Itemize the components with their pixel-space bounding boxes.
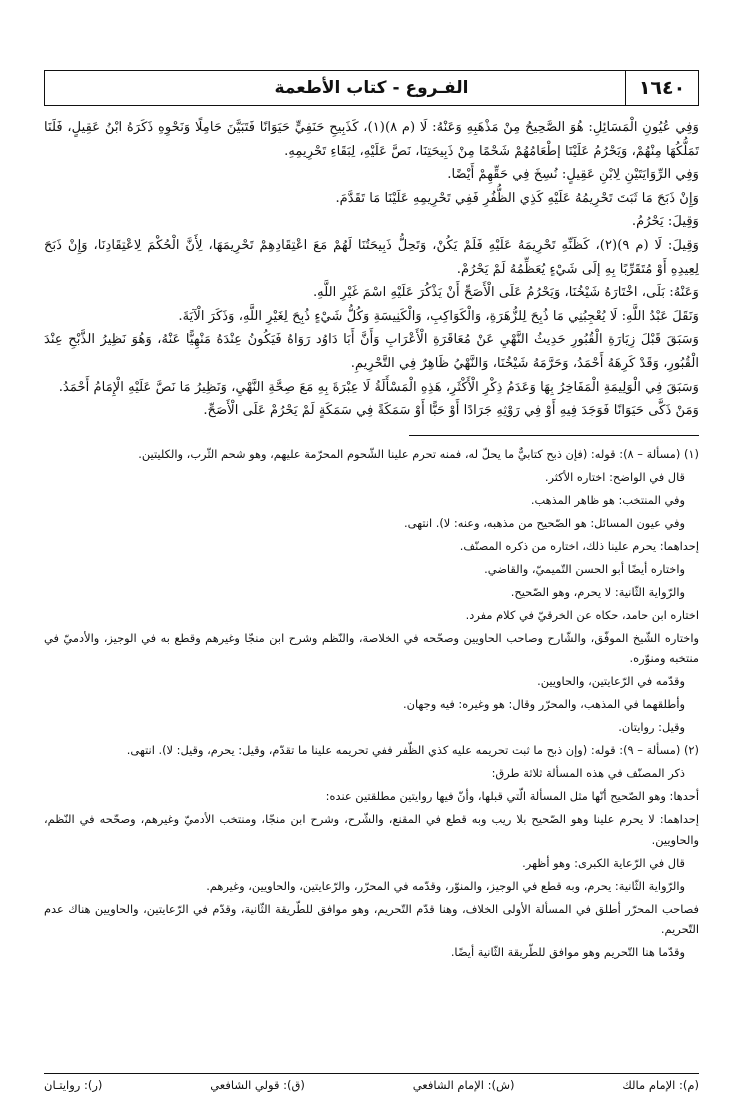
main-paragraph: وَقِيلَ: لَا (م ٩)(٢)، كَظَنِّهِ تَحْرِيمَهُ عَلَيْهِ فَلَمْ يَكُنْ، وَتَحِلُّ ذَبِيحَتُنَا لَهُمْ مَعَ اعْتِقَادِهِمْ تَحْرِيمَهَا، لِأَنَّ الْحُكْمَ لِاعْتِقَادِنَا، وَإِنْ ذَبَحَ لِعِيدِهِ أَوْ مُتَقَرِّبًا بِهِ إلَى شَيْءٍ يُعَظِّمُهُ لَمْ يَحْرُمْ. — [44, 237, 699, 277]
footnote-line: أحدها: وهو الصّحيح أنّها مثل المسألة الّتي قبلها، وأنّ فيها روايتين مطلقتين عنده: — [325, 789, 699, 804]
main-paragraph: وَسَبَقَ قَبْلَ زِيَارَةِ الْقُبُورِ حَدِيثُ النَّهْيِ عَنْ مُعَاقَرَةِ الْأَعْرَابِ وَأَنَّ أَبَا دَاوُد رَوَاهُ فَيَكُونُ عِنْدَهُ مَنْهِيًّا عَنْهُ، وَهُوَ نَظِيرُ الذَّبْحِ عِنْدَ الْقُبُورِ، وَقَدْ كَرِهَهُ أَحْمَدُ، وَحَرَّمَهُ شَيْخُنَا، وَالنَّهْيُ ظَاهِرٌ فِي التَّحْرِيمِ. — [44, 332, 699, 371]
footnote-line: وفي عيون المسائل: هو الصّحيح من مذهبه، وعنه: لا). انتهى. — [403, 515, 685, 530]
book-title: الفـروع - كتاب الأطعمة — [274, 78, 469, 98]
footnote-line: قال في الرّعاية الكبرى: وهو أظهر. — [522, 855, 685, 870]
footnote-line: وقيل: روايتان. — [618, 720, 685, 735]
footnote-line: إحداهما: لا يحرم علينا وهو الصّحيح بلا ريب وبه قطع في المقنع، والشّرح، وشرح ابن منجّا، ومنتخب الأدميّ وغيرهم، وصحّحه في النّظم، والحاويين. — [44, 812, 699, 847]
main-paragraph: وَفِي الرِّوَايَتَيْنِ لِابْنِ عَقِيلٍ: نُسِخَ فِي حَقِّهِمْ أَيْضًا. — [447, 167, 699, 183]
footnote-line: اختاره ابن حامد، حكاه عن الخرقيّ في كلام مفرد. — [465, 607, 699, 622]
main-paragraph: وَفِي عُيُونِ الْمَسَائِلِ: هُوَ الصَّحِيحُ مِنْ مَذْهَبِهِ وَعَنْهُ: لَا (م ٨)(١)، كَذَبِيحِ حَنَفِيٍّ حَيَوَانًا فَتَبَيَّنَ حَامِلًا وَنَحْوِهِ ذَكَرَهُ ابْنُ عَقِيلٍ، فَلَنَا تَمَلُّكُهَا مِنْهُمْ، وَيَحْرُمُ عَلَيْنَا إطْعَامُهُمْ شَحْمًا مِنْ ذَبِيحَتِنَا، نَصَّ عَلَيْهِ، لِبَقَاءِ تَحْرِيمِهِ. — [44, 120, 699, 159]
main-paragraph: وَسَبَقَ فِي الْوَلِيمَةِ الْمَفَاخِرُ بِهَا وَعَدَمُ ذِكْرِ الْأَكْثَرِ، هَذِهِ الْمَسْأَلَةُ لَا عِبْرَةَ بِهِ مَعَ صِحَّةِ النَّهْيِ، وَنَظِيرُ مَا نَصَّ عَلَيْهِ الْإِمَامُ أَحْمَدُ. — [58, 379, 699, 395]
abbreviation-footer — [44, 1078, 699, 1092]
footnote-line: إحداهما: يحرم علينا ذلك، اختاره من ذكره المصنّف. — [459, 538, 699, 553]
footnote-separator — [409, 435, 699, 436]
main-paragraph: وَمَنْ ذَكَّى حَيَوَانًا فَوَجَدَ فِيهِ أَوْ فِي رَوْثِهِ جَرَادًا أَوْ حَبًّا أَوْ سَمَكَةً فِي سَمَكَةٍ لَمْ يَحْرُمْ عَلَى الْأَصَحِّ. — [203, 403, 699, 419]
footnote-line: وأطلقهما في المذهب، والمحرّر وقال: هو وغيره: فيه وجهان. — [402, 697, 685, 712]
footnote-line: فصاحب المحرّر أطلق في المسألة الأولى الخلاف، وهنا قدّم التّحريم، وهو موافق للطّريقة الثّانية، وقدّم في الرّعايتين، والحاويين هناك عدم التّحريم. — [44, 901, 699, 937]
abbr-two-narrations: (ر): روايتـان — [44, 1078, 103, 1092]
abbr-shafii: (ش): الإمام الشافعي — [412, 1078, 515, 1092]
main-paragraph: وَعَنْهُ: بَلَى، اخْتَارَهُ شَيْخُنَا، وَيَحْرُمُ عَلَى الْأَصَحِّ أَنْ يَذْكُرَ عَلَيْهِ اسْمَ غَيْرِ اللَّهِ. — [312, 285, 699, 301]
footnote-line: والرّواية الثّانية: يحرم، وبه قطع في الوجيز، والمنوّر، وقدّمه في المحرّر، والرّعايتين، والحاويين، وغيرهم. — [206, 878, 685, 893]
footnote-line: والرّواية الثّانية: لا يحرم، وهو الصّحيح. — [510, 584, 685, 599]
main-text — [44, 116, 699, 423]
page-number: ١٦٤٠ — [625, 71, 698, 105]
footnote-line: واختاره أيضًا أبو الحسن التّميميّ، والقاضي. — [484, 561, 685, 576]
page-content — [44, 70, 699, 965]
main-paragraph: وَنَقَلَ عَبْدُ اللَّهِ: لَا يُعْجِبُنِي مَا ذُبِحَ لِلزُّهَرَةِ، وَالْكَوَاكِبِ، وَالْكَنِيسَةِ وَكُلُّ شَيْءٍ ذُبِحَ لِغَيْرِ اللَّهِ، وَذَكَرَ الْآيَةَ. — [178, 308, 699, 324]
footnote-line: (٢) (مسألة – ٩): قوله: (وإن ذبح ما ثبت تحريمه عليه كذي الظّفر ففي تحريمه علينا ما تقدّم، وقيل: يحرم، وقيل: لا). انتهى. — [126, 743, 699, 758]
footer-rule — [44, 1073, 699, 1074]
abbr-shafii-two-sayings: (ق): قولي الشافعي — [210, 1078, 305, 1092]
footnote-line: ذكر المصنّف في هذه المسألة ثلاثة طرق: — [491, 766, 685, 781]
main-paragraph: وَإِنْ ذَبَحَ مَا ثَبَتَ تَحْرِيمُهُ عَلَيْهِ كَذِي الظُّفُرِ فَفِي تَحْرِيمِهِ عَلَيْنَا مَا تَقَدَّمَ. — [335, 190, 699, 206]
footnote-line: وفي المنتخب: هو ظاهر المذهب. — [530, 492, 685, 507]
main-paragraph: وَقِيلَ: يَحْرُمُ. — [631, 214, 699, 230]
footnote-line: وقدّما هنا التّحريم وهو موافق للطّريقة الثّانية أيضًا. — [450, 945, 685, 960]
footnote-line: (١) (مسألة – ٨): قوله: (فإن ذبح كتابيٌّ ما يحلّ له، فمنه تحرم علينا الشّحوم المحرّمة عليهم، وهو شحم الثّرب، والكليتين. — [138, 446, 699, 461]
footnote-line: قال في الواضح: اختاره الأكثر. — [544, 469, 685, 484]
footnotes — [44, 444, 699, 963]
footnote-line: واختاره الشّيخ الموفّق، والشّارح وصاحب الحاويين وصحّحه في الخلاصة، والنّظم وشرح ابن منجّا وغيرهم وقطع به في الوجيز، والأدميّ في منتخبه ومنوّره. — [44, 630, 699, 666]
page-header — [44, 70, 699, 106]
abbr-malik: (م): الإمام مالك — [622, 1078, 699, 1092]
footnote-line: وقدّمه في الرّعايتين، والحاويين. — [537, 674, 685, 689]
